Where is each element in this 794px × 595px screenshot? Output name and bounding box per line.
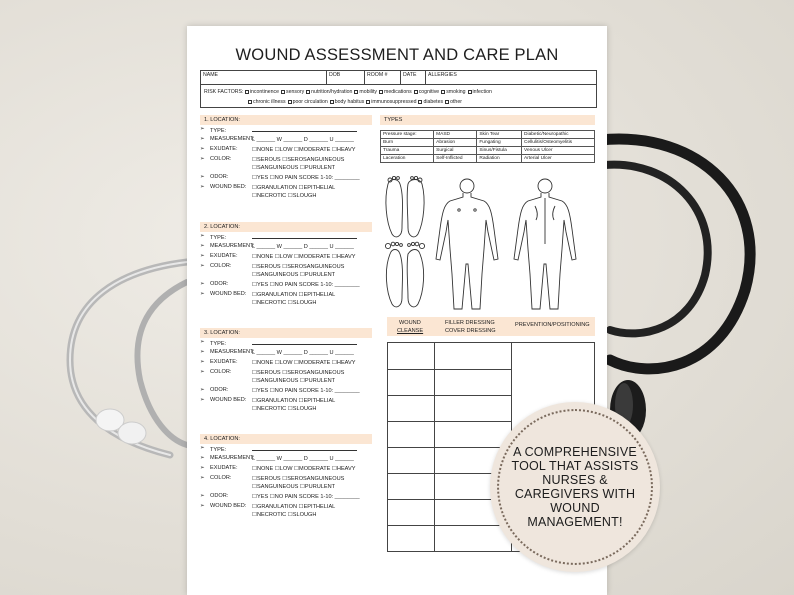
color-label: COLOR:: [210, 475, 232, 481]
measurement-option-line[interactable]: L ______ W ______ D ______ U ______: [252, 244, 354, 250]
odor-option-line[interactable]: ☐YES ☐NO PAIN SCORE 1-10: ________: [252, 282, 360, 288]
checkbox[interactable]: [445, 100, 449, 104]
measurement-option-line[interactable]: L ______ W ______ D ______ U ______: [252, 350, 354, 356]
checkbox[interactable]: [354, 90, 358, 94]
measurement-options[interactable]: [252, 243, 354, 251]
risk-factor-option[interactable]: [445, 99, 462, 105]
bed-options[interactable]: [252, 291, 335, 307]
cover-col-heading: COVER DRESSING: [445, 328, 496, 334]
checkbox[interactable]: [281, 90, 285, 94]
wound-type-cell[interactable]: Venous Ulcer: [522, 147, 595, 155]
wound-type-cell[interactable]: Burn: [381, 139, 434, 147]
checkbox[interactable]: [288, 100, 292, 104]
checkbox[interactable]: [418, 100, 422, 104]
types-heading: TYPES: [380, 115, 595, 125]
arrow-bullet-icon: ➢: [200, 493, 205, 499]
checkbox[interactable]: [379, 90, 383, 94]
wound-type-cell[interactable]: Skin Tear: [477, 131, 522, 139]
arrow-bullet-icon: ➢: [200, 503, 205, 509]
measurement-label: MEASUREMENT:: [210, 136, 255, 142]
exudate-option-line[interactable]: ☐NONE ☐LOW ☐MODERATE ☐HEAVY: [252, 360, 356, 366]
odor-row[interactable]: [200, 387, 372, 396]
arrow-bullet-icon: ➢: [200, 359, 205, 365]
measurement-label: MEASUREMENT:: [210, 349, 255, 355]
type-label: TYPE:: [210, 447, 227, 453]
risk-factor-option[interactable]: [281, 89, 304, 95]
arrow-bullet-icon: ➢: [200, 146, 205, 152]
risk-factor-label: incontinence: [249, 89, 279, 95]
risk-factor-label: cognitive: [418, 89, 440, 95]
risk-factor-option[interactable]: [441, 89, 465, 95]
bed-options[interactable]: [252, 184, 335, 200]
table-row: [381, 155, 595, 163]
risk-factor-label: medications: [384, 89, 412, 95]
exudate-option-line[interactable]: ☐NONE ☐LOW ☐MODERATE ☐HEAVY: [252, 254, 356, 260]
allergies-field[interactable]: ALLERGIES: [428, 72, 457, 78]
exudate-label: EXUDATE:: [210, 253, 238, 259]
bed-option-line[interactable]: ☐NECROTIC ☐SLOUGH: [252, 512, 317, 518]
bed-label: WOUND BED:: [210, 184, 247, 190]
measurement-option-line[interactable]: L ______ W ______ D ______ U ______: [252, 137, 354, 143]
type-row[interactable]: [200, 339, 372, 348]
bed-label: WOUND BED:: [210, 291, 247, 297]
odor-label: ODOR:: [210, 174, 229, 180]
wound-type-cell[interactable]: Pressure stage:: [381, 131, 434, 139]
location-heading[interactable]: 2. LOCATION:: [200, 222, 372, 232]
color-option-line[interactable]: ☐SANGUINEOUS ☐PURULENT: [252, 272, 336, 278]
body-diagrams: [380, 174, 595, 314]
risk-factor-option[interactable]: [330, 99, 364, 105]
type-row[interactable]: [200, 233, 372, 242]
odor-option-line[interactable]: ☐YES ☐NO PAIN SCORE 1-10: ________: [252, 175, 360, 181]
arrow-bullet-icon: ➢: [200, 455, 205, 461]
wound-type-cell[interactable]: Arterial Ulcer: [522, 155, 595, 163]
wound-type-cell[interactable]: Fungating: [477, 139, 522, 147]
location-block: [200, 328, 372, 414]
type-label: TYPE:: [210, 341, 227, 347]
bed-options[interactable]: [252, 397, 335, 413]
wound-type-cell[interactable]: Radiation: [477, 155, 522, 163]
color-label: COLOR:: [210, 263, 232, 269]
table-row: [381, 131, 595, 139]
odor-label: ODOR:: [210, 281, 229, 287]
arrow-bullet-icon: ➢: [200, 156, 205, 162]
risk-factor-option[interactable]: [468, 89, 492, 95]
risk-factor-label: poor circulation: [292, 99, 328, 105]
odor-option-line[interactable]: ☐YES ☐NO PAIN SCORE 1-10: ________: [252, 388, 360, 394]
bed-row[interactable]: [200, 503, 372, 520]
wound-type-cell[interactable]: Abrasion: [434, 139, 477, 147]
odor-option-line[interactable]: ☐YES ☐NO PAIN SCORE 1-10: ________: [252, 494, 360, 500]
exudate-row[interactable]: [200, 146, 372, 155]
odor-row[interactable]: [200, 493, 372, 502]
arrow-bullet-icon: ➢: [200, 253, 205, 259]
location-block: [200, 434, 372, 520]
color-option-line[interactable]: ☐SEROUS ☐SEROSANGUINEOUS: [252, 476, 345, 482]
checkbox[interactable]: [366, 100, 370, 104]
bed-row[interactable]: [200, 184, 372, 201]
odor-options[interactable]: [252, 174, 360, 182]
risk-factor-label: diabetes: [423, 99, 444, 105]
risk-factor-label: other: [450, 99, 462, 105]
measurement-label: MEASUREMENT:: [210, 455, 255, 461]
type-input-line[interactable]: [252, 233, 357, 239]
risk-factors: [201, 85, 596, 107]
table-row: [381, 139, 595, 147]
color-option-line[interactable]: ☐SEROUS ☐SEROSANGUINEOUS: [252, 370, 345, 376]
wound-types-table: [380, 130, 595, 163]
location-heading[interactable]: 3. LOCATION:: [200, 328, 372, 338]
exudate-options[interactable]: [252, 146, 355, 154]
arrow-bullet-icon: ➢: [200, 445, 205, 451]
measurement-row[interactable]: [200, 349, 372, 358]
odor-options[interactable]: [252, 387, 360, 395]
bed-option-line[interactable]: ☐NECROTIC ☐SLOUGH: [252, 300, 317, 306]
patient-header: [200, 70, 597, 108]
odor-row[interactable]: [200, 281, 372, 290]
odor-row[interactable]: [200, 174, 372, 183]
filler-col-heading: FILLER DRESSING: [445, 320, 495, 326]
arrow-bullet-icon: ➢: [200, 281, 205, 287]
checkbox[interactable]: [306, 90, 310, 94]
arrow-bullet-icon: ➢: [200, 397, 205, 403]
checkbox[interactable]: [468, 90, 472, 94]
exudate-row[interactable]: [200, 465, 372, 474]
wound-type-cell[interactable]: Diabetic/Neuropathic: [522, 131, 595, 139]
color-option-line[interactable]: ☐SEROUS ☐SEROSANGUINEOUS: [252, 264, 345, 270]
bed-option-line[interactable]: ☐NECROTIC ☐SLOUGH: [252, 406, 317, 412]
risk-factor-label: sensory: [286, 89, 305, 95]
risk-factor-option[interactable]: [379, 89, 412, 95]
color-options[interactable]: [252, 156, 344, 172]
wound-type-cell[interactable]: Trauma: [381, 147, 434, 155]
exudate-option-line[interactable]: ☐NONE ☐LOW ☐MODERATE ☐HEAVY: [252, 466, 356, 472]
bed-option-line[interactable]: ☐GRANULATION ☐EPITHELIAL: [252, 504, 336, 510]
bed-label: WOUND BED:: [210, 397, 247, 403]
exudate-options[interactable]: [252, 465, 355, 473]
date-field[interactable]: DATE: [401, 71, 426, 84]
color-label: COLOR:: [210, 369, 232, 375]
measurement-options[interactable]: [252, 455, 354, 463]
risk-factor-label: body habitus: [334, 99, 365, 105]
form-title: WOUND ASSESSMENT AND CARE PLAN: [235, 46, 559, 64]
risk-factor-option[interactable]: [288, 99, 328, 105]
risk-factor-label: mobility: [359, 89, 378, 95]
wound-type-cell[interactable]: Surgical: [434, 147, 477, 155]
risk-factor-option[interactable]: [248, 99, 286, 105]
color-row[interactable]: [200, 475, 372, 492]
color-option-line[interactable]: ☐SANGUINEOUS ☐PURULENT: [252, 484, 336, 490]
color-option-line[interactable]: ☐SANGUINEOUS ☐PURULENT: [252, 165, 336, 171]
name-field[interactable]: NAME: [201, 71, 327, 84]
promo-badge: [490, 402, 660, 572]
arrow-bullet-icon: ➢: [200, 387, 205, 393]
risk-factor-option[interactable]: [354, 89, 377, 95]
type-input-line[interactable]: [252, 445, 357, 451]
arrow-bullet-icon: ➢: [200, 465, 205, 471]
wound-col-heading: WOUND: [399, 320, 421, 326]
room-field[interactable]: ROOM #: [365, 71, 401, 84]
arrow-bullet-icon: ➢: [200, 369, 205, 375]
odor-label: ODOR:: [210, 387, 229, 393]
checkbox[interactable]: [441, 90, 445, 94]
measurement-options[interactable]: [252, 136, 354, 144]
arrow-bullet-icon: ➢: [200, 339, 205, 345]
wound-type-cell[interactable]: Sinus/Fistula: [477, 147, 522, 155]
bed-option-line[interactable]: ☐GRANULATION ☐EPITHELIAL: [252, 398, 336, 404]
table-row: [381, 147, 595, 155]
color-options[interactable]: [252, 475, 344, 491]
color-row[interactable]: [200, 263, 372, 280]
arrow-bullet-icon: ➢: [200, 291, 205, 297]
risk-factor-label: infection: [472, 89, 492, 95]
arrow-bullet-icon: ➢: [200, 184, 205, 190]
risk-factor-option[interactable]: [245, 89, 279, 95]
wound-type-cell[interactable]: Self-Inflicted: [434, 155, 477, 163]
bed-option-line[interactable]: ☐GRANULATION ☐EPITHELIAL: [252, 292, 336, 298]
odor-options[interactable]: [252, 493, 360, 501]
badge-text: A COMPREHENSIVE TOOL THAT ASSISTS NURSES & CAREGIVERS WITH WOUND MANAGEMENT!: [511, 445, 639, 529]
type-label: TYPE:: [210, 235, 227, 241]
color-options[interactable]: [252, 263, 344, 279]
exudate-label: EXUDATE:: [210, 146, 238, 152]
risk-factor-option[interactable]: [418, 99, 443, 105]
care-plan-header: [387, 317, 595, 336]
color-label: COLOR:: [210, 156, 232, 162]
risk-factor-label: nutrition/hydration: [311, 89, 353, 95]
color-options[interactable]: [252, 369, 344, 385]
bed-options[interactable]: [252, 503, 335, 519]
color-row[interactable]: [200, 369, 372, 386]
color-row[interactable]: [200, 156, 372, 173]
location-heading[interactable]: 4. LOCATION:: [200, 434, 372, 444]
risk-factor-label: chronic illness: [253, 99, 286, 105]
risk-factor-option[interactable]: [366, 99, 416, 105]
arrow-bullet-icon: ➢: [200, 136, 205, 142]
checkbox[interactable]: [330, 100, 334, 104]
type-label: TYPE:: [210, 128, 227, 134]
prevention-col-heading: PREVENTION/POSITIONING: [515, 322, 590, 328]
exudate-row[interactable]: [200, 359, 372, 368]
bed-row[interactable]: [200, 291, 372, 308]
bed-label: WOUND BED:: [210, 503, 247, 509]
dob-field[interactable]: DOB: [327, 71, 365, 84]
type-input-line[interactable]: [252, 339, 357, 345]
risk-factor-label: immunosuppressed: [371, 99, 417, 105]
checkbox[interactable]: [245, 90, 249, 94]
bed-option-line[interactable]: ☐GRANULATION ☐EPITHELIAL: [252, 185, 336, 191]
measurement-option-line[interactable]: L ______ W ______ D ______ U ______: [252, 456, 354, 462]
location-block: [200, 222, 372, 308]
arrow-bullet-icon: ➢: [200, 263, 205, 269]
arrow-bullet-icon: ➢: [200, 174, 205, 180]
odor-options[interactable]: [252, 281, 360, 289]
measurement-options[interactable]: [252, 349, 354, 357]
wound-type-cell[interactable]: MASD: [434, 131, 477, 139]
exudate-options[interactable]: [252, 359, 355, 367]
arrow-bullet-icon: ➢: [200, 475, 205, 481]
bed-row[interactable]: [200, 397, 372, 414]
risk-factor-option[interactable]: [414, 89, 439, 95]
checkbox[interactable]: [248, 100, 252, 104]
risk-factor-option[interactable]: [306, 89, 352, 95]
exudate-options[interactable]: [252, 253, 355, 261]
exudate-label: EXUDATE:: [210, 359, 238, 365]
arrow-bullet-icon: ➢: [200, 243, 205, 249]
type-input-line[interactable]: [252, 126, 357, 132]
measurement-row[interactable]: [200, 136, 372, 145]
bed-option-line[interactable]: ☐NECROTIC ☐SLOUGH: [252, 193, 317, 199]
odor-label: ODOR:: [210, 493, 229, 499]
type-row[interactable]: [200, 445, 372, 454]
wound-type-cell[interactable]: Laceration: [381, 155, 434, 163]
measurement-row[interactable]: [200, 455, 372, 464]
measurement-row[interactable]: [200, 243, 372, 252]
measurement-label: MEASUREMENT:: [210, 243, 255, 249]
risk-label: RISK FACTORS:: [204, 89, 244, 95]
type-row[interactable]: [200, 126, 372, 135]
checkbox[interactable]: [414, 90, 418, 94]
cleanse-col-heading: CLEANSE: [397, 328, 424, 334]
exudate-option-line[interactable]: ☐NONE ☐LOW ☐MODERATE ☐HEAVY: [252, 147, 356, 153]
exudate-label: EXUDATE:: [210, 465, 238, 471]
arrow-bullet-icon: ➢: [200, 349, 205, 355]
location-heading[interactable]: 1. LOCATION:: [200, 115, 372, 125]
arrow-bullet-icon: ➢: [200, 126, 205, 132]
color-option-line[interactable]: ☐SANGUINEOUS ☐PURULENT: [252, 378, 336, 384]
exudate-row[interactable]: [200, 253, 372, 262]
wound-type-cell[interactable]: Cellulitis/Osteomyelitis: [522, 139, 595, 147]
arrow-bullet-icon: ➢: [200, 233, 205, 239]
risk-factor-label: smoking: [446, 89, 466, 95]
color-option-line[interactable]: ☐SEROUS ☐SEROSANGUINEOUS: [252, 157, 345, 163]
location-block: [200, 115, 372, 201]
